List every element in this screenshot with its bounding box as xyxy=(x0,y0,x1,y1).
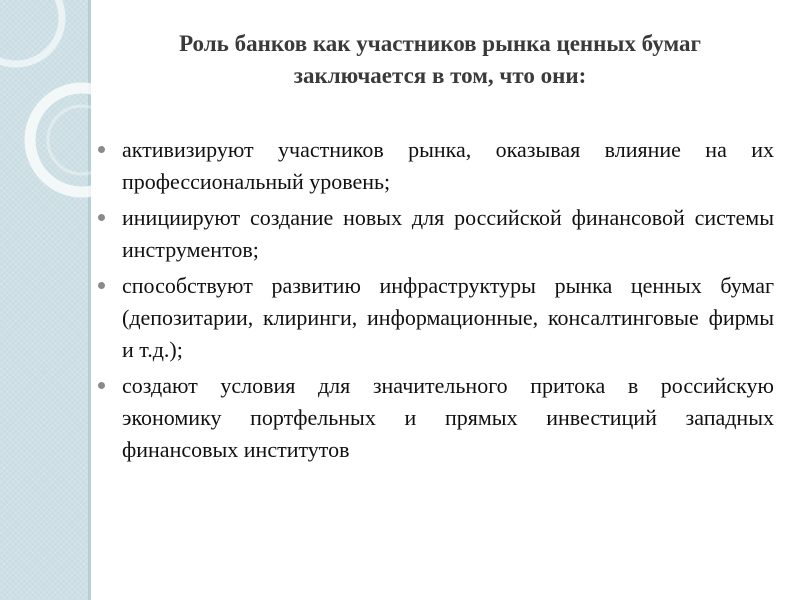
bullet-dot-icon xyxy=(98,214,105,221)
bullet-item-activate xyxy=(98,134,774,198)
bullet-dot-icon xyxy=(98,282,105,289)
bullet-text: инициируют создание новых для российской финансовой системы инструментов; xyxy=(122,205,774,262)
bullet-dot-icon xyxy=(98,382,105,389)
bullet-text: активизируют участников рынка, оказывая влияние на их профессиональный уровень; xyxy=(122,137,774,194)
bullet-text: способствуют развитию инфраструктуры рынка ценных бумаг (депозитарии, клиринги, информационные, консалтинговые фирмы и т.д.); xyxy=(122,273,774,362)
bullet-item-investment xyxy=(98,370,774,466)
slide-title xyxy=(100,28,780,92)
bullet-item-infrastructure xyxy=(98,270,774,366)
bullet-text: создают условия для значительного притока в российскую экономику портфельных и прямых инвестиций западных финансовых институтов xyxy=(122,373,774,462)
bullet-item-initiate xyxy=(98,202,774,266)
bullet-dot-icon xyxy=(98,146,105,153)
slide-title-line-2: заключается в том, что они: xyxy=(293,63,587,88)
bullet-list xyxy=(98,134,774,470)
slide-title-line-1: Роль банков как участников рынка ценных бумаг xyxy=(179,31,701,56)
